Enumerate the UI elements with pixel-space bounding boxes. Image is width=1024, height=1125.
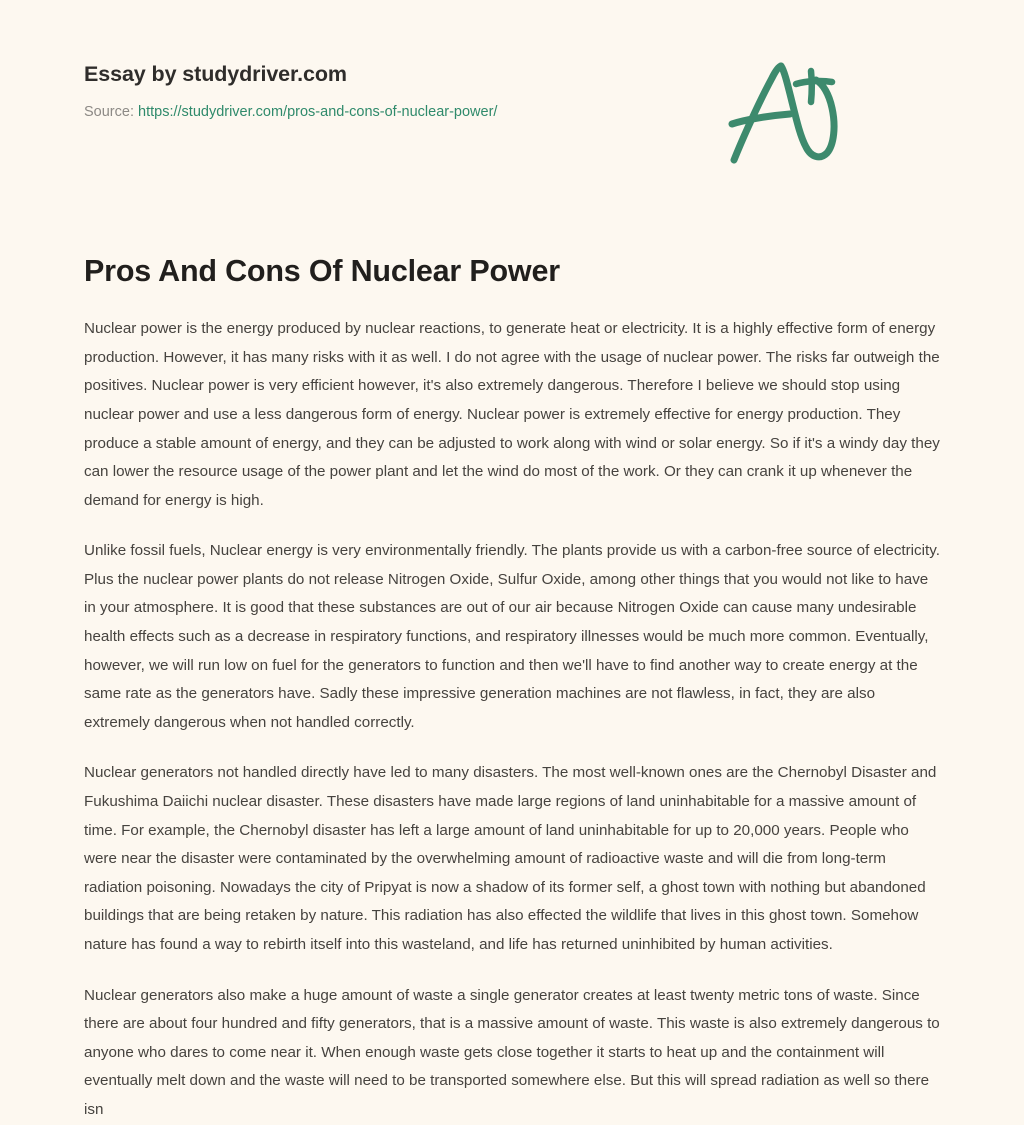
essay-byline: Essay by studydriver.com xyxy=(84,62,347,86)
paragraph: Nuclear generators also make a huge amount of waste a single generator creates at least twenty metric tons of waste. Since there are about four hundred and fifty generators, that is a massive amount of waste. This waste is also extremely dangerous to anyone who dares to come near it. When enough waste gets close together it starts to heat up and the containment will eventually melt down and the waste will need to be transported somewhere else. But this will spread radiation as well so there isn xyxy=(84,986,940,1118)
a-plus-logo-icon xyxy=(720,52,846,172)
paragraph: Nuclear power is the energy produced by nuclear reactions, to generate heat or electricity. It is a highly effective form of energy production. However, it has many risks with it as well. I do not agree with the usage of nuclear power. The risks far outweigh the positives. Nuclear power is very efficient however, it's also extremely dangerous. Therefore I believe we should stop using nuclear power and use a less dangerous form of energy. Nuclear power is extremely effective for energy production. They produce a stable amount of energy, and they can be adjusted to work along with wind or solar energy. So if it's a windy day they can lower the resource usage of the power plant and let the wind do most of the work. Or they can crank it up whenever the demand for energy is high. xyxy=(84,320,940,509)
page-title: Pros And Cons Of Nuclear Power xyxy=(84,254,560,288)
source-url-link[interactable]: https://studydriver.com/pros-and-cons-of-nuclear-power/ xyxy=(138,103,498,120)
source-label: Source: xyxy=(84,103,134,120)
page-header xyxy=(84,0,940,118)
paragraph: Unlike fossil fuels, Nuclear energy is very environmentally friendly. The plants provide us with a carbon-free source of electricity. Plus the nuclear power plants do not release Nitrogen Oxide, Sulfur Oxide, among other things that you would not like to have in your atmosphere. It is good that these substances are out of our air because Nitrogen Oxide can cause many undesirable health effects such as a decrease in respiratory functions, and respiratory illnesses would be much more common. Eventually, however, we will run low on fuel for the generators to function and then we'll have to find another way to create energy at the same rate as the generators have. Sadly these impressive generation machines are not flawless, in fact, they are also extremely dangerous when not handled correctly. xyxy=(84,542,940,731)
paragraph: Nuclear generators not handled directly have led to many disasters. The most well-known ones are the Chernobyl Disaster and Fukushima Daiichi nuclear disaster. These disasters have made large regions of land uninhabitable for a massive amount of time. For example, the Chernobyl disaster has left a large amount of land uninhabitable for up to 20,000 years. People who were near the disaster were contaminated by the overwhelming amount of radioactive waste and will die from long-term radiation poisoning. Nowadays the city of Pripyat is now a shadow of its former self, a ghost town with nothing but abandoned buildings that are being retaken by nature. This radiation has also effected the wildlife that lives in this ghost town. Somehow nature has found a way to rebirth itself into this wasteland, and life has returned uninhibited by human activities. xyxy=(84,764,937,953)
article-body xyxy=(84,290,940,1124)
